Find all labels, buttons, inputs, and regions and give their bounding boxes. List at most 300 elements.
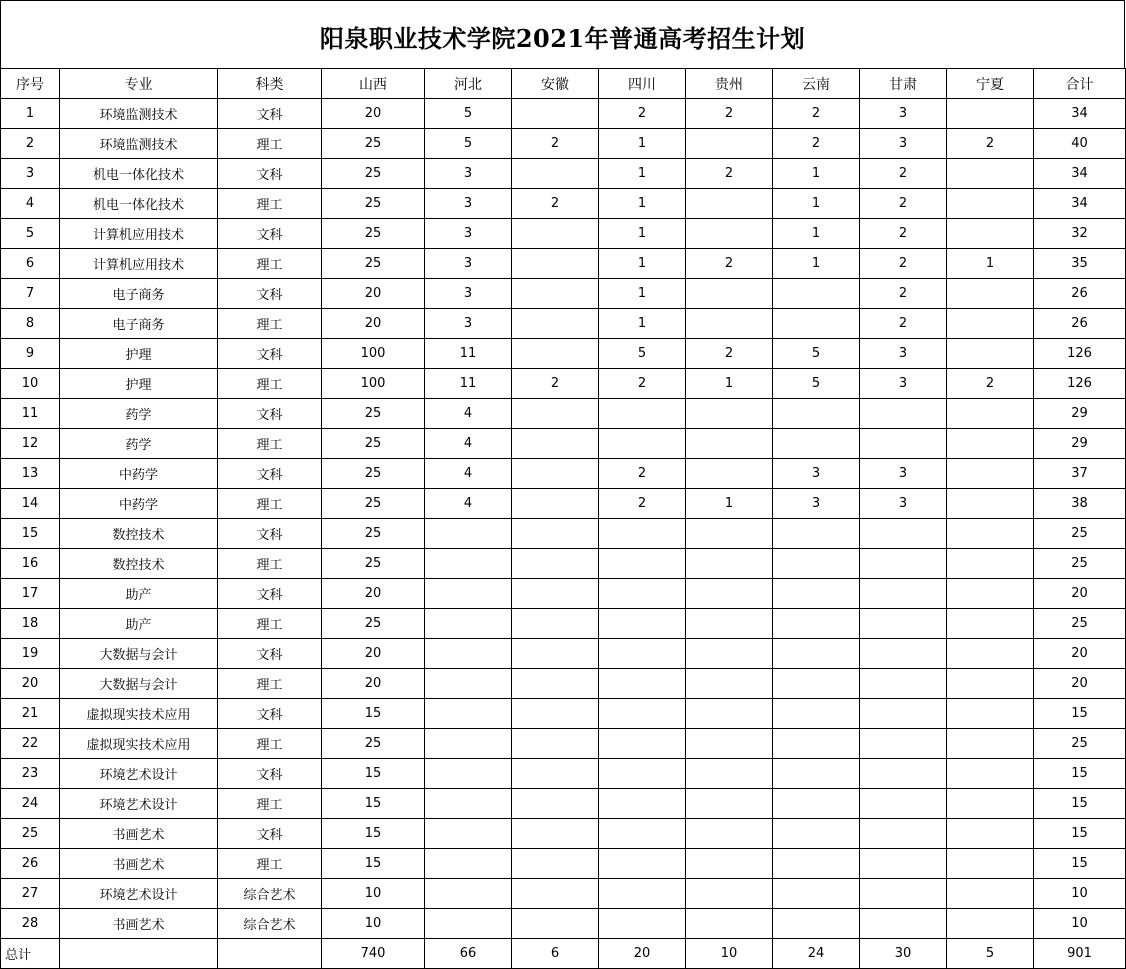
major-cell[interactable]: 大数据与会计 <box>60 639 218 669</box>
anhui-cell[interactable] <box>512 429 599 459</box>
gansu-cell[interactable] <box>860 759 947 789</box>
header-cell-guizhou[interactable]: 贵州 <box>686 69 773 99</box>
guizhou-cell[interactable] <box>686 849 773 879</box>
major-cell[interactable]: 助产 <box>60 609 218 639</box>
category-cell[interactable]: 文科 <box>218 219 322 249</box>
total-cell[interactable]: 29 <box>1034 429 1126 459</box>
yunnan-cell[interactable]: 5 <box>773 369 860 399</box>
index-cell[interactable]: 15 <box>1 519 60 549</box>
index-cell[interactable]: 11 <box>1 399 60 429</box>
total-cell[interactable]: 740 <box>322 939 425 969</box>
major-cell[interactable]: 电子商务 <box>60 309 218 339</box>
ningxia-cell[interactable] <box>947 459 1034 489</box>
anhui-cell[interactable] <box>512 99 599 129</box>
sichuan-cell[interactable] <box>599 879 686 909</box>
anhui-cell[interactable] <box>512 579 599 609</box>
guizhou-cell[interactable] <box>686 699 773 729</box>
index-cell[interactable]: 12 <box>1 429 60 459</box>
yunnan-cell[interactable]: 1 <box>773 219 860 249</box>
header-cell-yunnan[interactable]: 云南 <box>773 69 860 99</box>
total-cell[interactable]: 25 <box>1034 519 1126 549</box>
sichuan-cell[interactable] <box>599 729 686 759</box>
anhui-cell[interactable] <box>512 249 599 279</box>
guizhou-cell[interactable] <box>686 129 773 159</box>
gansu-cell[interactable]: 3 <box>860 99 947 129</box>
total-cell[interactable]: 34 <box>1034 99 1126 129</box>
anhui-cell[interactable] <box>512 639 599 669</box>
total-cell[interactable]: 25 <box>1034 729 1126 759</box>
major-cell[interactable]: 护理 <box>60 339 218 369</box>
total-cell[interactable]: 25 <box>1034 549 1126 579</box>
ningxia-cell[interactable] <box>947 549 1034 579</box>
category-cell[interactable]: 理工 <box>218 669 322 699</box>
total-cell[interactable]: 26 <box>1034 279 1126 309</box>
ningxia-cell[interactable] <box>947 909 1034 939</box>
major-cell[interactable]: 环境艺术设计 <box>60 789 218 819</box>
total-cell[interactable]: 10 <box>1034 879 1126 909</box>
ningxia-cell[interactable] <box>947 309 1034 339</box>
hebei-cell[interactable]: 3 <box>425 279 512 309</box>
guizhou-cell[interactable] <box>686 609 773 639</box>
index-cell[interactable]: 20 <box>1 669 60 699</box>
header-cell-total[interactable]: 合计 <box>1034 69 1126 99</box>
index-cell[interactable]: 4 <box>1 189 60 219</box>
total-cell[interactable]: 10 <box>686 939 773 969</box>
index-cell[interactable]: 6 <box>1 249 60 279</box>
shanxi-cell[interactable]: 10 <box>322 879 425 909</box>
total-cell[interactable]: 15 <box>1034 849 1126 879</box>
total-cell[interactable]: 126 <box>1034 369 1126 399</box>
gansu-cell[interactable] <box>860 429 947 459</box>
guizhou-cell[interactable] <box>686 519 773 549</box>
category-cell[interactable]: 文科 <box>218 519 322 549</box>
gansu-cell[interactable] <box>860 639 947 669</box>
sichuan-cell[interactable]: 1 <box>599 159 686 189</box>
total-cell[interactable]: 15 <box>1034 699 1126 729</box>
header-cell-ningxia[interactable]: 宁夏 <box>947 69 1034 99</box>
total-cell[interactable]: 38 <box>1034 489 1126 519</box>
yunnan-cell[interactable] <box>773 879 860 909</box>
total-cell[interactable]: 34 <box>1034 189 1126 219</box>
category-cell[interactable]: 理工 <box>218 729 322 759</box>
anhui-cell[interactable]: 2 <box>512 369 599 399</box>
hebei-cell[interactable]: 3 <box>425 159 512 189</box>
anhui-cell[interactable] <box>512 309 599 339</box>
category-cell[interactable]: 文科 <box>218 759 322 789</box>
ningxia-cell[interactable] <box>947 279 1034 309</box>
sichuan-cell[interactable] <box>599 609 686 639</box>
major-cell[interactable]: 计算机应用技术 <box>60 249 218 279</box>
sichuan-cell[interactable]: 1 <box>599 219 686 249</box>
shanxi-cell[interactable]: 25 <box>322 189 425 219</box>
hebei-cell[interactable]: 3 <box>425 219 512 249</box>
major-cell[interactable]: 电子商务 <box>60 279 218 309</box>
ningxia-cell[interactable] <box>947 789 1034 819</box>
yunnan-cell[interactable] <box>773 759 860 789</box>
total-cell[interactable]: 40 <box>1034 129 1126 159</box>
major-cell[interactable]: 机电一体化技术 <box>60 189 218 219</box>
anhui-cell[interactable] <box>512 909 599 939</box>
sichuan-cell[interactable] <box>599 549 686 579</box>
gansu-cell[interactable] <box>860 819 947 849</box>
total-cell[interactable]: 20 <box>1034 669 1126 699</box>
header-cell-gansu[interactable]: 甘肃 <box>860 69 947 99</box>
category-cell[interactable]: 理工 <box>218 849 322 879</box>
yunnan-cell[interactable] <box>773 429 860 459</box>
total-cell[interactable]: 15 <box>1034 789 1126 819</box>
sichuan-cell[interactable] <box>599 519 686 549</box>
hebei-cell[interactable]: 3 <box>425 189 512 219</box>
index-cell[interactable]: 5 <box>1 219 60 249</box>
index-cell[interactable]: 26 <box>1 849 60 879</box>
major-cell[interactable]: 环境艺术设计 <box>60 759 218 789</box>
total-cell[interactable]: 20 <box>1034 579 1126 609</box>
hebei-cell[interactable] <box>425 609 512 639</box>
sichuan-cell[interactable] <box>599 639 686 669</box>
major-cell[interactable]: 书画艺术 <box>60 849 218 879</box>
guizhou-cell[interactable] <box>686 429 773 459</box>
index-cell[interactable]: 18 <box>1 609 60 639</box>
index-cell[interactable]: 9 <box>1 339 60 369</box>
yunnan-cell[interactable]: 3 <box>773 459 860 489</box>
yunnan-cell[interactable] <box>773 699 860 729</box>
yunnan-cell[interactable] <box>773 639 860 669</box>
yunnan-cell[interactable] <box>773 579 860 609</box>
anhui-cell[interactable] <box>512 549 599 579</box>
sichuan-cell[interactable]: 1 <box>599 249 686 279</box>
total-cell[interactable]: 29 <box>1034 399 1126 429</box>
sichuan-cell[interactable] <box>599 789 686 819</box>
category-cell[interactable]: 综合艺术 <box>218 909 322 939</box>
header-cell-anhui[interactable]: 安徽 <box>512 69 599 99</box>
major-cell[interactable]: 护理 <box>60 369 218 399</box>
shanxi-cell[interactable]: 20 <box>322 639 425 669</box>
hebei-cell[interactable] <box>425 909 512 939</box>
ningxia-cell[interactable] <box>947 99 1034 129</box>
anhui-cell[interactable] <box>512 669 599 699</box>
guizhou-cell[interactable] <box>686 909 773 939</box>
category-cell[interactable]: 理工 <box>218 789 322 819</box>
category-cell[interactable]: 文科 <box>218 399 322 429</box>
gansu-cell[interactable] <box>860 879 947 909</box>
gansu-cell[interactable] <box>860 399 947 429</box>
shanxi-cell[interactable]: 15 <box>322 789 425 819</box>
category-cell[interactable]: 文科 <box>218 699 322 729</box>
category-cell[interactable]: 文科 <box>218 159 322 189</box>
hebei-cell[interactable]: 5 <box>425 129 512 159</box>
shanxi-cell[interactable]: 25 <box>322 159 425 189</box>
guizhou-cell[interactable] <box>686 219 773 249</box>
category-cell[interactable]: 文科 <box>218 639 322 669</box>
anhui-cell[interactable] <box>512 459 599 489</box>
sichuan-cell[interactable] <box>599 759 686 789</box>
index-cell[interactable]: 3 <box>1 159 60 189</box>
hebei-cell[interactable] <box>425 759 512 789</box>
category-cell[interactable]: 理工 <box>218 309 322 339</box>
ningxia-cell[interactable] <box>947 669 1034 699</box>
hebei-cell[interactable] <box>425 579 512 609</box>
gansu-cell[interactable] <box>860 729 947 759</box>
hebei-cell[interactable]: 11 <box>425 369 512 399</box>
hebei-cell[interactable]: 4 <box>425 429 512 459</box>
sichuan-cell[interactable]: 1 <box>599 129 686 159</box>
gansu-cell[interactable] <box>860 669 947 699</box>
ningxia-cell[interactable] <box>947 219 1034 249</box>
sichuan-cell[interactable]: 2 <box>599 369 686 399</box>
anhui-cell[interactable] <box>512 699 599 729</box>
gansu-cell[interactable] <box>860 789 947 819</box>
hebei-cell[interactable] <box>425 789 512 819</box>
index-cell[interactable]: 22 <box>1 729 60 759</box>
shanxi-cell[interactable]: 25 <box>322 399 425 429</box>
total-cell[interactable]: 5 <box>947 939 1034 969</box>
index-cell[interactable]: 13 <box>1 459 60 489</box>
total-cell[interactable]: 6 <box>512 939 599 969</box>
major-cell[interactable]: 环境监测技术 <box>60 129 218 159</box>
sichuan-cell[interactable]: 2 <box>599 99 686 129</box>
major-cell[interactable]: 数控技术 <box>60 519 218 549</box>
guizhou-cell[interactable]: 1 <box>686 489 773 519</box>
total-cell[interactable]: 26 <box>1034 309 1126 339</box>
category-cell[interactable]: 理工 <box>218 369 322 399</box>
sichuan-cell[interactable] <box>599 699 686 729</box>
anhui-cell[interactable]: 2 <box>512 189 599 219</box>
category-cell[interactable]: 文科 <box>218 339 322 369</box>
hebei-cell[interactable]: 5 <box>425 99 512 129</box>
total-label-cell[interactable]: 总计 <box>1 939 60 969</box>
guizhou-cell[interactable] <box>686 279 773 309</box>
shanxi-cell[interactable]: 10 <box>322 909 425 939</box>
guizhou-cell[interactable] <box>686 549 773 579</box>
total-cell[interactable]: 20 <box>599 939 686 969</box>
shanxi-cell[interactable]: 15 <box>322 819 425 849</box>
shanxi-cell[interactable]: 25 <box>322 459 425 489</box>
major-cell[interactable]: 大数据与会计 <box>60 669 218 699</box>
anhui-cell[interactable] <box>512 159 599 189</box>
hebei-cell[interactable] <box>425 639 512 669</box>
ningxia-cell[interactable] <box>947 639 1034 669</box>
gansu-cell[interactable]: 3 <box>860 369 947 399</box>
ningxia-cell[interactable] <box>947 399 1034 429</box>
category-cell[interactable]: 理工 <box>218 429 322 459</box>
sichuan-cell[interactable] <box>599 849 686 879</box>
index-cell[interactable]: 1 <box>1 99 60 129</box>
yunnan-cell[interactable] <box>773 789 860 819</box>
yunnan-cell[interactable]: 1 <box>773 159 860 189</box>
guizhou-cell[interactable] <box>686 189 773 219</box>
category-cell[interactable]: 文科 <box>218 459 322 489</box>
yunnan-cell[interactable] <box>773 849 860 879</box>
yunnan-cell[interactable]: 1 <box>773 249 860 279</box>
anhui-cell[interactable] <box>512 729 599 759</box>
index-cell[interactable]: 24 <box>1 789 60 819</box>
header-cell-index[interactable]: 序号 <box>1 69 60 99</box>
major-cell[interactable]: 虚拟现实技术应用 <box>60 699 218 729</box>
total-cell[interactable]: 15 <box>1034 819 1126 849</box>
anhui-cell[interactable] <box>512 489 599 519</box>
total-cell[interactable]: 24 <box>773 939 860 969</box>
yunnan-cell[interactable]: 5 <box>773 339 860 369</box>
header-cell-major[interactable]: 专业 <box>60 69 218 99</box>
major-cell[interactable]: 环境艺术设计 <box>60 879 218 909</box>
index-cell[interactable]: 27 <box>1 879 60 909</box>
index-cell[interactable]: 14 <box>1 489 60 519</box>
index-cell[interactable]: 7 <box>1 279 60 309</box>
guizhou-cell[interactable] <box>686 759 773 789</box>
guizhou-cell[interactable]: 2 <box>686 99 773 129</box>
guizhou-cell[interactable] <box>686 309 773 339</box>
ningxia-cell[interactable] <box>947 879 1034 909</box>
shanxi-cell[interactable]: 25 <box>322 219 425 249</box>
yunnan-cell[interactable]: 2 <box>773 99 860 129</box>
gansu-cell[interactable]: 3 <box>860 129 947 159</box>
anhui-cell[interactable] <box>512 819 599 849</box>
shanxi-cell[interactable]: 15 <box>322 849 425 879</box>
total-cell[interactable]: 20 <box>1034 639 1126 669</box>
guizhou-cell[interactable] <box>686 879 773 909</box>
total-cell[interactable]: 34 <box>1034 159 1126 189</box>
sichuan-cell[interactable]: 1 <box>599 189 686 219</box>
sichuan-cell[interactable]: 2 <box>599 459 686 489</box>
major-cell[interactable]: 中药学 <box>60 489 218 519</box>
index-cell[interactable]: 10 <box>1 369 60 399</box>
sichuan-cell[interactable]: 2 <box>599 489 686 519</box>
ningxia-cell[interactable]: 2 <box>947 129 1034 159</box>
total-cell[interactable]: 901 <box>1034 939 1126 969</box>
hebei-cell[interactable] <box>425 729 512 759</box>
major-cell[interactable]: 虚拟现实技术应用 <box>60 729 218 759</box>
table-title[interactable]: 阳泉职业技术学院2021年普通高考招生计划 <box>0 0 1125 68</box>
major-cell[interactable]: 药学 <box>60 429 218 459</box>
index-cell[interactable]: 23 <box>1 759 60 789</box>
shanxi-cell[interactable]: 100 <box>322 369 425 399</box>
category-cell[interactable]: 理工 <box>218 189 322 219</box>
ningxia-cell[interactable] <box>947 339 1034 369</box>
shanxi-cell[interactable]: 20 <box>322 279 425 309</box>
ningxia-cell[interactable] <box>947 849 1034 879</box>
yunnan-cell[interactable] <box>773 819 860 849</box>
sichuan-cell[interactable] <box>599 669 686 699</box>
index-cell[interactable]: 19 <box>1 639 60 669</box>
gansu-cell[interactable]: 2 <box>860 189 947 219</box>
category-cell[interactable]: 文科 <box>218 819 322 849</box>
ningxia-cell[interactable] <box>947 759 1034 789</box>
header-cell-category[interactable]: 科类 <box>218 69 322 99</box>
anhui-cell[interactable] <box>512 219 599 249</box>
index-cell[interactable]: 25 <box>1 819 60 849</box>
yunnan-cell[interactable] <box>773 729 860 759</box>
ningxia-cell[interactable] <box>947 429 1034 459</box>
index-cell[interactable]: 17 <box>1 579 60 609</box>
guizhou-cell[interactable] <box>686 819 773 849</box>
shanxi-cell[interactable]: 20 <box>322 99 425 129</box>
category-cell[interactable]: 文科 <box>218 99 322 129</box>
yunnan-cell[interactable] <box>773 669 860 699</box>
yunnan-cell[interactable] <box>773 609 860 639</box>
hebei-cell[interactable] <box>425 699 512 729</box>
total-cell[interactable]: 66 <box>425 939 512 969</box>
index-cell[interactable]: 16 <box>1 549 60 579</box>
major-cell[interactable]: 中药学 <box>60 459 218 489</box>
major-cell[interactable]: 数控技术 <box>60 549 218 579</box>
gansu-cell[interactable] <box>860 699 947 729</box>
hebei-cell[interactable]: 4 <box>425 459 512 489</box>
anhui-cell[interactable]: 2 <box>512 129 599 159</box>
anhui-cell[interactable] <box>512 759 599 789</box>
hebei-cell[interactable]: 3 <box>425 249 512 279</box>
yunnan-cell[interactable] <box>773 399 860 429</box>
gansu-cell[interactable] <box>860 549 947 579</box>
shanxi-cell[interactable]: 25 <box>322 729 425 759</box>
gansu-cell[interactable]: 2 <box>860 249 947 279</box>
guizhou-cell[interactable]: 2 <box>686 159 773 189</box>
total-cell[interactable]: 25 <box>1034 609 1126 639</box>
category-cell[interactable]: 理工 <box>218 549 322 579</box>
gansu-cell[interactable]: 2 <box>860 309 947 339</box>
category-cell[interactable]: 理工 <box>218 129 322 159</box>
hebei-cell[interactable] <box>425 549 512 579</box>
index-cell[interactable]: 28 <box>1 909 60 939</box>
category-cell[interactable]: 综合艺术 <box>218 879 322 909</box>
total-cell[interactable] <box>60 939 218 969</box>
guizhou-cell[interactable] <box>686 789 773 819</box>
ningxia-cell[interactable]: 1 <box>947 249 1034 279</box>
hebei-cell[interactable]: 4 <box>425 399 512 429</box>
major-cell[interactable]: 计算机应用技术 <box>60 219 218 249</box>
sichuan-cell[interactable] <box>599 579 686 609</box>
guizhou-cell[interactable]: 1 <box>686 369 773 399</box>
sichuan-cell[interactable] <box>599 909 686 939</box>
hebei-cell[interactable] <box>425 849 512 879</box>
shanxi-cell[interactable]: 100 <box>322 339 425 369</box>
anhui-cell[interactable] <box>512 879 599 909</box>
guizhou-cell[interactable] <box>686 669 773 699</box>
total-cell[interactable]: 32 <box>1034 219 1126 249</box>
total-cell[interactable]: 10 <box>1034 909 1126 939</box>
index-cell[interactable]: 8 <box>1 309 60 339</box>
gansu-cell[interactable] <box>860 519 947 549</box>
index-cell[interactable]: 21 <box>1 699 60 729</box>
header-cell-shanxi[interactable]: 山西 <box>322 69 425 99</box>
hebei-cell[interactable] <box>425 819 512 849</box>
gansu-cell[interactable]: 2 <box>860 219 947 249</box>
anhui-cell[interactable] <box>512 849 599 879</box>
guizhou-cell[interactable] <box>686 579 773 609</box>
anhui-cell[interactable] <box>512 339 599 369</box>
gansu-cell[interactable] <box>860 609 947 639</box>
gansu-cell[interactable] <box>860 849 947 879</box>
shanxi-cell[interactable]: 25 <box>322 519 425 549</box>
shanxi-cell[interactable]: 15 <box>322 699 425 729</box>
anhui-cell[interactable] <box>512 789 599 819</box>
shanxi-cell[interactable]: 25 <box>322 489 425 519</box>
category-cell[interactable]: 文科 <box>218 279 322 309</box>
total-cell[interactable] <box>218 939 322 969</box>
total-cell[interactable]: 126 <box>1034 339 1126 369</box>
header-cell-sichuan[interactable]: 四川 <box>599 69 686 99</box>
major-cell[interactable]: 书画艺术 <box>60 909 218 939</box>
guizhou-cell[interactable]: 2 <box>686 249 773 279</box>
shanxi-cell[interactable]: 25 <box>322 129 425 159</box>
category-cell[interactable]: 理工 <box>218 609 322 639</box>
total-cell[interactable]: 37 <box>1034 459 1126 489</box>
total-cell[interactable]: 15 <box>1034 759 1126 789</box>
gansu-cell[interactable]: 2 <box>860 159 947 189</box>
ningxia-cell[interactable] <box>947 729 1034 759</box>
total-cell[interactable]: 35 <box>1034 249 1126 279</box>
gansu-cell[interactable] <box>860 909 947 939</box>
major-cell[interactable]: 药学 <box>60 399 218 429</box>
